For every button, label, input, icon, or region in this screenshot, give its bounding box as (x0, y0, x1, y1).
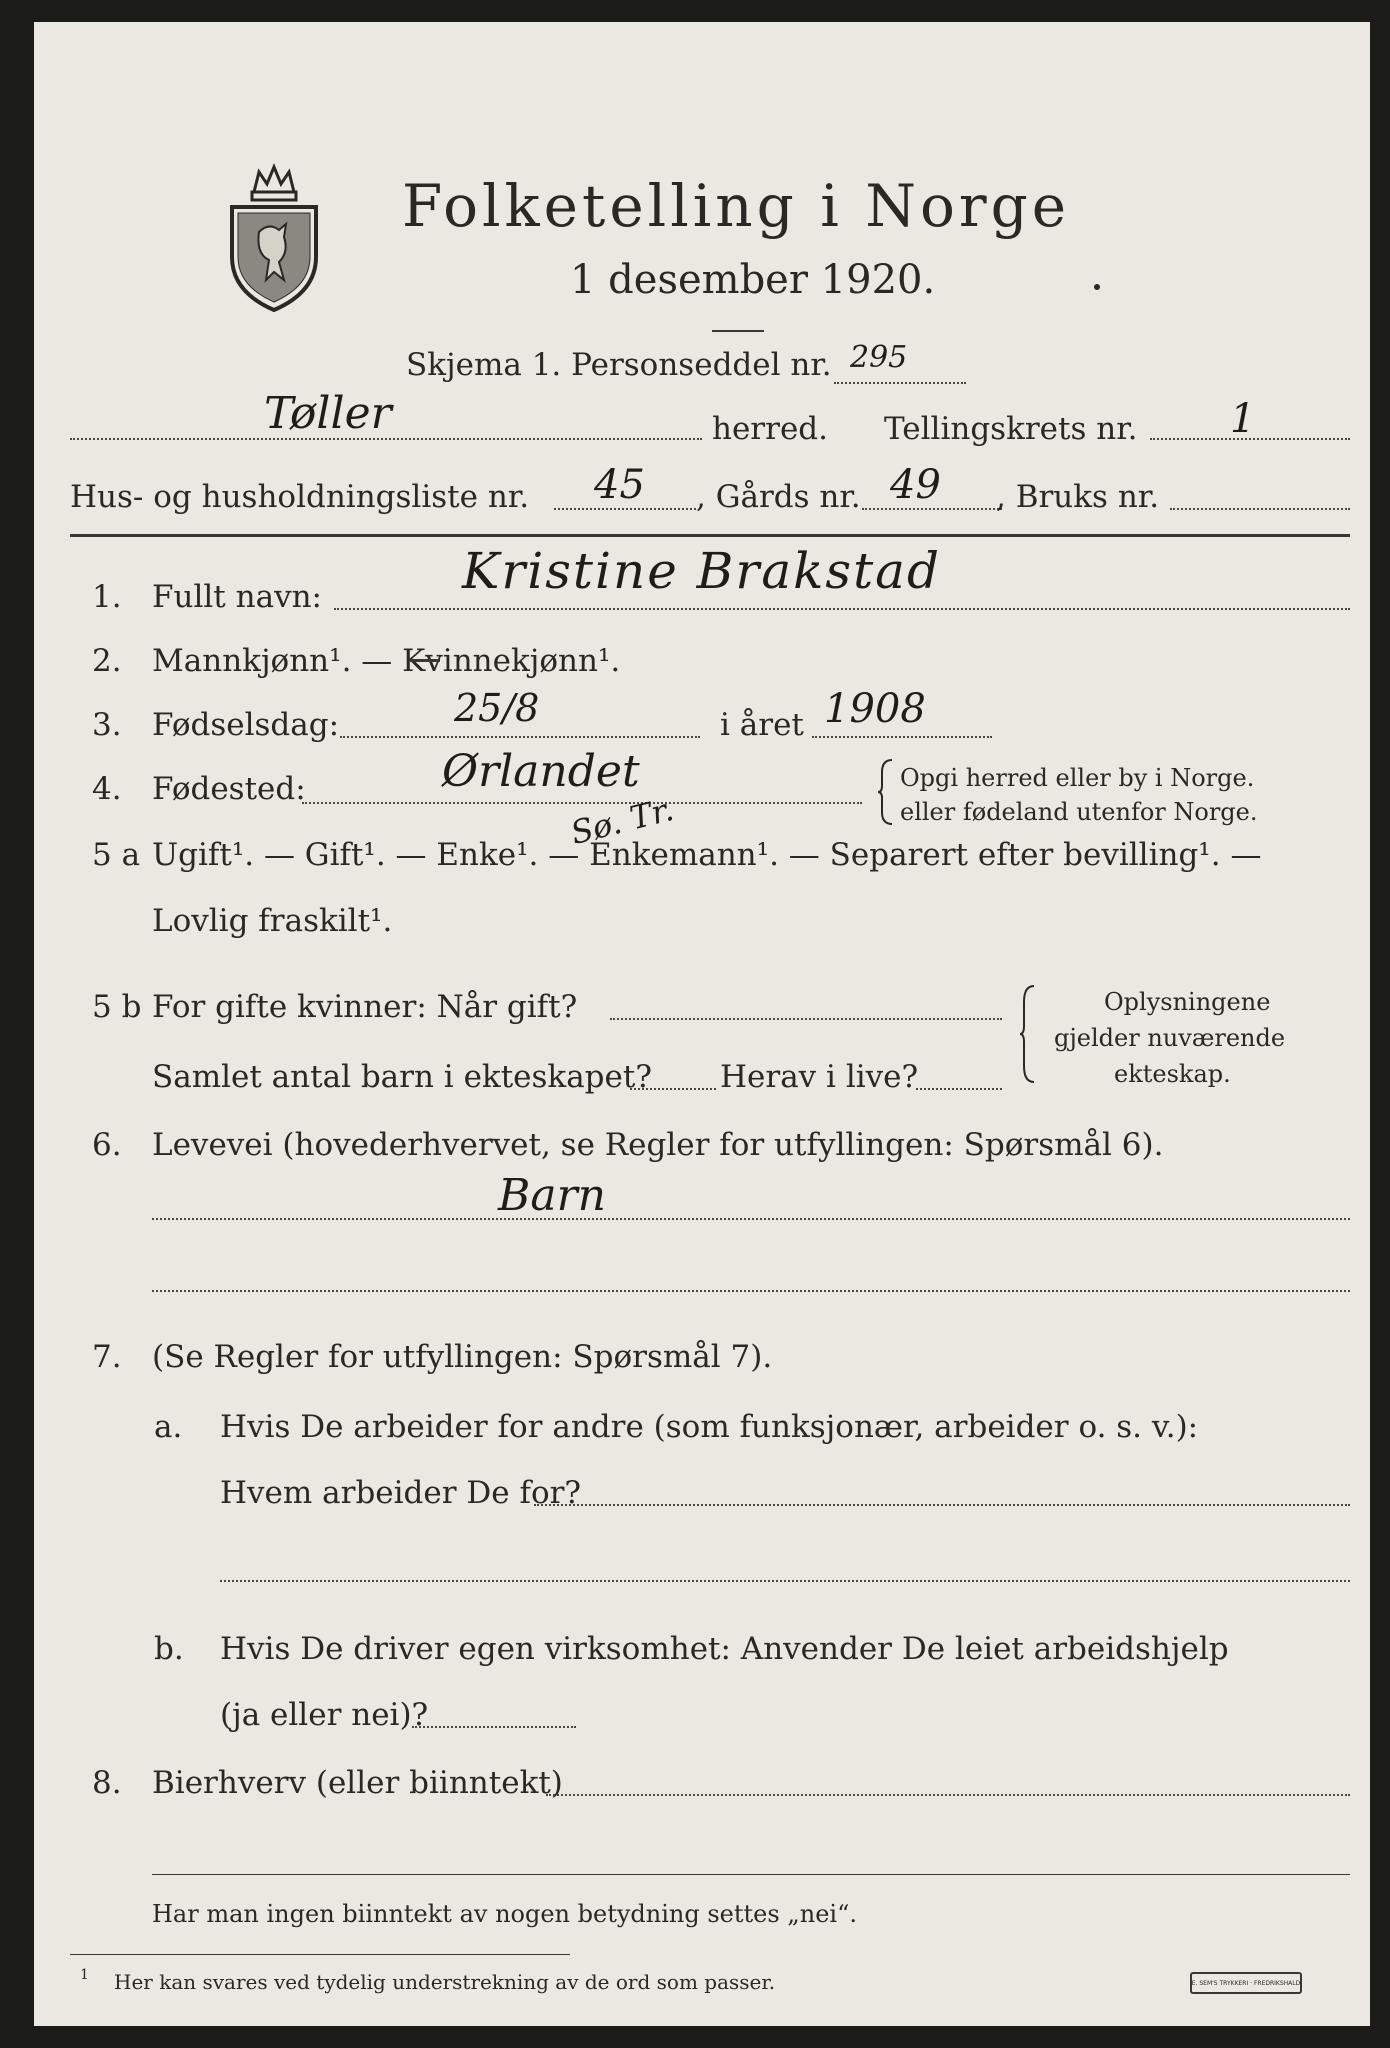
ink-dot (1094, 284, 1100, 290)
q3-day-value[interactable]: 25/8 (454, 686, 540, 730)
q2-label: Mannkjønn¹. — Kvinnekjønn¹. (152, 643, 621, 679)
form-title: Folketelling i Norge (402, 172, 1071, 240)
printer-stamp-text: E. SEM'S TRYKKERI · FREDRIKSHALD (1191, 1979, 1301, 1987)
q4-birthplace-value[interactable]: Ørlandet (442, 746, 640, 797)
census-form-page (34, 22, 1370, 2026)
q4-label: Fødested: (152, 771, 306, 807)
q7a-employer-field-line-2 (220, 1580, 1350, 1582)
q5b-children-label: Samlet antal barn i ekteskapet? (152, 1059, 652, 1095)
q3-year-label: i året (720, 707, 804, 743)
q3-day-field-line (340, 736, 700, 738)
skjema-field-line (834, 382, 966, 384)
q5b-note-line-2: gjelder nuværende (1054, 1024, 1286, 1052)
q5b-alive-field-line (916, 1088, 1002, 1090)
q2-number: 2. (92, 643, 122, 679)
tellingskrets-label: Tellingskrets nr. (884, 411, 1138, 447)
q5a-options-cont: Lovlig fraskilt¹. (152, 903, 393, 939)
q5a-margin-note: Sø. Tr. (566, 789, 678, 853)
herred-value[interactable]: Tøller (264, 388, 392, 439)
q7b-field-line (412, 1726, 576, 1728)
q6-number: 6. (92, 1127, 122, 1163)
q7a-employer-label: Hvem arbeider De for? (220, 1475, 582, 1511)
q8-label: Bierhverv (eller biinntekt) (152, 1765, 563, 1801)
q4-field-line (302, 802, 862, 804)
q4-note-line-2: eller fødeland utenfor Norge. (900, 798, 1258, 826)
header-divider (70, 534, 1350, 537)
hus-field-line (554, 508, 696, 510)
q3-number: 3. (92, 707, 122, 743)
skjema-label: Skjema 1. Personseddel nr. (406, 347, 832, 383)
q7-number: 7. (92, 1339, 122, 1375)
q8-field-line (546, 1794, 1350, 1796)
q1-number: 1. (92, 579, 122, 615)
gards-field-line (862, 508, 1002, 510)
q7b-question: Hvis De driver egen virksomhet: Anvender De leiet arbeidshjelp (220, 1631, 1229, 1667)
q3-year-field-line (812, 736, 992, 738)
q6-label: Levevei (hovederhvervet, se Regler for utfyllingen: Spørsmål 6). (152, 1127, 1164, 1163)
q4-number: 4. (92, 771, 122, 807)
q6-occupation-value[interactable]: Barn (498, 1170, 606, 1221)
hus-label: Hus- og husholdningsliste nr. (70, 479, 530, 515)
q6-field-line-2 (152, 1290, 1350, 1292)
q5b-alive-label: Herav i live? (720, 1059, 919, 1095)
biinntekt-note: Har man ingen biinntekt av nogen betydning settes „nei“. (152, 1900, 857, 1928)
q3-year-value[interactable]: 1908 (824, 686, 926, 732)
gards-value[interactable]: 49 (890, 462, 941, 508)
q3-label: Fødselsdag: (152, 707, 340, 743)
q5b-note-line-1: Oplysningene (1104, 988, 1271, 1016)
q7b-letter: b. (154, 1631, 184, 1667)
hus-value[interactable]: 45 (594, 462, 645, 508)
q2-strike-mark (410, 659, 440, 662)
q7a-question: Hvis De arbeider for andre (som funksjonær, arbeider o. s. v.): (220, 1409, 1199, 1445)
q5b-children-field-line (630, 1088, 716, 1090)
footnote-rule (70, 1954, 570, 1955)
section-divider (152, 1874, 1350, 1875)
q5b-married-when-label: For gifte kvinner: Når gift? (152, 989, 578, 1025)
q1-name-value[interactable]: Kristine Brakstad (462, 542, 941, 600)
q5b-note-line-3: ekteskap. (1114, 1060, 1231, 1088)
q7a-letter: a. (154, 1409, 183, 1445)
gards-label: , Gårds nr. (696, 479, 861, 515)
q5b-number: 5 b (92, 989, 142, 1025)
q4-note-line-1: Opgi herred eller by i Norge. (900, 764, 1255, 792)
q5a-number: 5 a (92, 837, 141, 873)
q7a-employer-field-line (534, 1504, 1350, 1506)
q7-label: (Se Regler for utfyllingen: Spørsmål 7). (152, 1339, 773, 1375)
printer-stamp (1190, 1972, 1302, 1994)
q1-label: Fullt navn: (152, 579, 322, 615)
q8-number: 8. (92, 1765, 122, 1801)
brace-icon (876, 758, 896, 826)
census-date: 1 desember 1920. (570, 257, 936, 303)
norwegian-coat-of-arms-icon (224, 162, 324, 312)
brace-icon (1018, 984, 1038, 1084)
q1-field-line (334, 608, 1350, 610)
bruks-field-line (1170, 508, 1350, 510)
title-rule (712, 330, 764, 332)
q7b-yes-no-label: (ja eller nei)? (220, 1697, 429, 1733)
footnote-text: Her kan svares ved tydelig understrekning av de ord som passer. (114, 1970, 776, 1994)
q5b-married-when-field-line (610, 1018, 1002, 1020)
bruks-label: , Bruks nr. (996, 479, 1160, 515)
footnote-marker: 1 (80, 1967, 89, 1983)
q5a-options: Ugift¹. — Gift¹. — Enke¹. — Enkemann¹. — Separert efter bevilling¹. — (152, 837, 1262, 873)
skjema-number[interactable]: 295 (850, 340, 908, 375)
herred-label: herred. (712, 411, 828, 447)
q6-field-line-1 (152, 1218, 1350, 1220)
tellingskrets-value[interactable]: 1 (1230, 396, 1256, 442)
